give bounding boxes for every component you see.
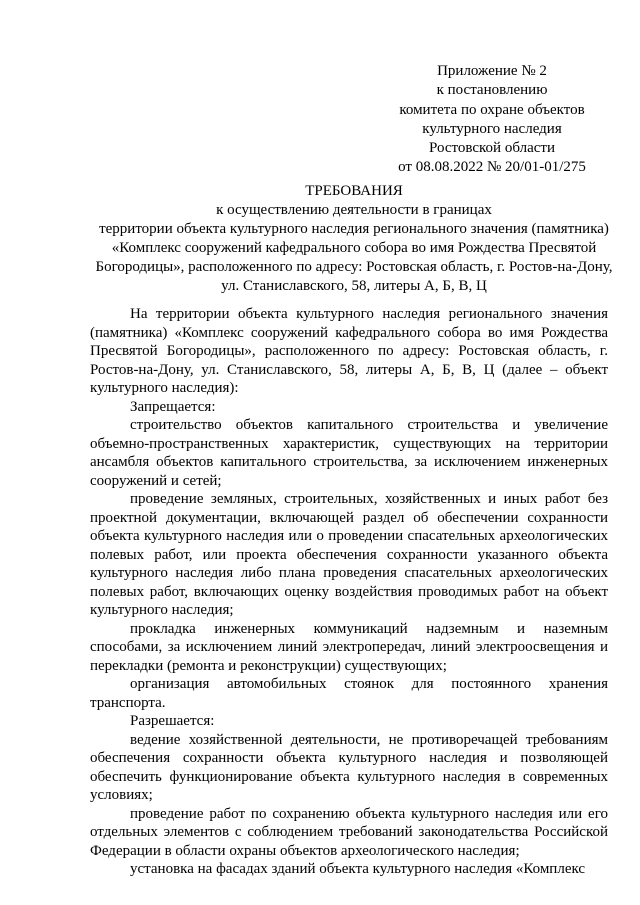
appendix-line: к постановлению — [436, 82, 548, 99]
document-heading — [60, 182, 640, 296]
prohibited-item: организация автомобильных стоянок для постоянного хранения транспорта. — [90, 676, 608, 711]
appendix-line: комитета по охране объектов — [399, 101, 585, 118]
appendix-line: Ростовской области — [429, 140, 555, 157]
prohibited-label: Запрещается: — [130, 398, 216, 415]
allowed-item: ведение хозяйственной деятельности, не противоречащей требованиям обеспечения сохранности объекта культурного наследия и позволяющей обеспечить функционирование объекта культурного наследия в современных условиях; — [90, 731, 608, 803]
heading-line: к осуществлению деятельности в границах — [216, 202, 492, 218]
allowed-item: проведение работ по сохранению объекта культурного наследия или его отдельных элементов с соблюдением требований законодательства Российской Федерации в области охраны объектов археологического наследия; — [90, 805, 608, 859]
document-title: ТРЕБОВАНИЯ — [305, 183, 403, 199]
appendix-block — [380, 62, 604, 178]
document-body — [90, 305, 608, 879]
heading-line: ул. Станиславского, 58, литеры А, Б, В, Ц — [221, 278, 487, 294]
allowed-item: установка на фасадах зданий объекта культурного наследия «Комплекс — [130, 861, 586, 877]
prohibited-item: строительство объектов капитального строительства и увеличение объемно-пространственных характеристик, существующих на территории ансамбля объектов капитального строительства, за исключением инженерных сооружений и сетей; — [90, 417, 608, 489]
heading-line: «Комплекс сооружений кафедрального собора во имя Рождества Пресвятой — [111, 240, 597, 256]
heading-line: Богородицы», расположенного по адресу: Ростовская область, г. Ростов-на-Дону, — [95, 259, 613, 275]
prohibited-item: прокладка инженерных коммуникаций надземным и наземным способами, за исключением линий электропередач, линий электроосвещения и перекладки (ремонта и реконструкции) существующих; — [90, 620, 608, 674]
heading-line: территории объекта культурного наследия регионального значения (памятника) — [99, 221, 609, 237]
intro-paragraph: На территории объекта культурного наследия регионального значения (памятника) «Комплекс сооружений кафедрального собора во имя Рождества Пресвятой Богородицы», расположенного по адресу: Ростовская область, г. Ростов-на-Дону, ул. Станиславского, 58, литеры А, Б, В, Ц (далее – объект культурного наследия): — [90, 306, 608, 396]
appendix-line: от 08.08.2022 № 20/01-01/275 — [398, 159, 586, 176]
prohibited-item: проведение земляных, строительных, хозяйственных и иных работ без проектной документации, включающей раздел об обеспечении сохранности объекта культурного наследия или о проведении спасательных археологических полевых работ, или проекта обеспечения сохранности указанного объекта культурного наследия либо плана проведения спасательных археологических полевых работ, включающих оценку воздействия проводимых работ на объект культурного наследия; — [90, 491, 608, 618]
appendix-line: Приложение № 2 — [437, 63, 547, 79]
allowed-label: Разрешается: — [130, 713, 215, 729]
appendix-line: культурного наследия — [422, 120, 562, 137]
